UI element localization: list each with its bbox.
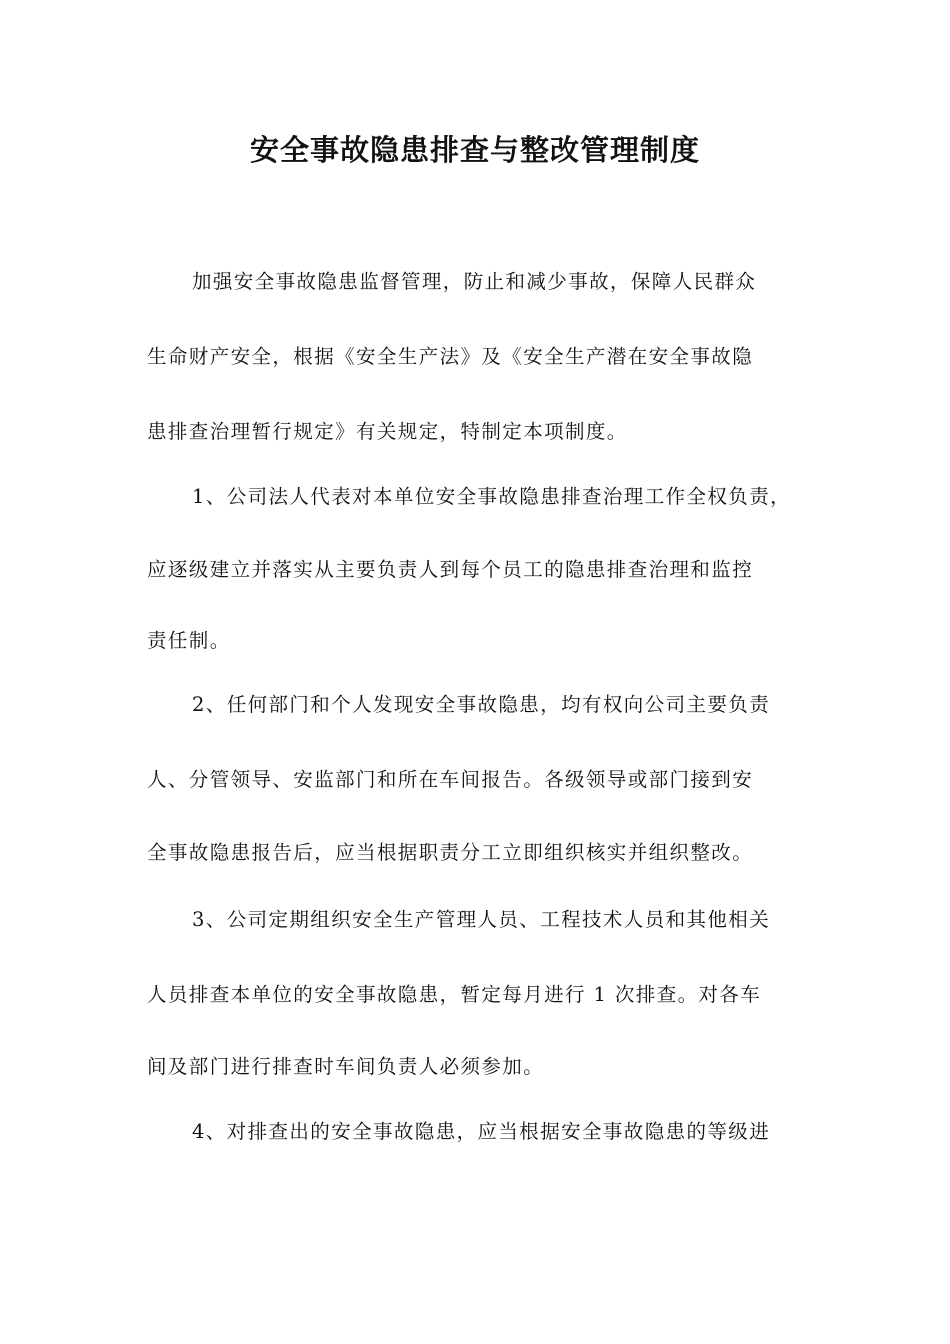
clause-4-line-1: 4、对排查出的安全事故隐患，应当根据安全事故隐患的等级进 (192, 1120, 771, 1143)
clause-1-line-3: 责任制。 (147, 629, 231, 652)
clause-2-line-2: 人、分管领导、安监部门和所在车间报告。各级领导或部门接到安 (147, 768, 754, 791)
intro-line-1: 加强安全事故隐患监督管理，防止和减少事故，保障人民群众 (192, 270, 757, 293)
clause-3-line-1: 3、公司定期组织安全生产管理人员、工程技术人员和其他相关 (192, 908, 771, 931)
clause-1-line-2: 应逐级建立并落实从主要负责人到每个员工的隐患排查治理和监控 (147, 558, 754, 581)
clause-3-line-3: 间及部门进行排查时车间负责人必须参加。 (147, 1055, 545, 1078)
intro-line-2: 生命财产安全，根据《安全生产法》及《安全生产潜在安全事故隐 (147, 345, 754, 368)
document-title: 安全事故隐患排查与整改管理制度 (249, 133, 700, 167)
clause-1-line-1: 1、公司法人代表对本单位安全事故隐患排查治理工作全权负责， (192, 485, 792, 508)
intro-line-3: 患排查治理暂行规定》有关规定，特制定本项制度。 (147, 420, 628, 443)
clause-2-line-3: 全事故隐患报告后，应当根据职责分工立即组织核实并组织整改。 (147, 841, 754, 864)
clause-3-line-2: 人员排查本单位的安全事故隐患，暂定每月进行 1 次排查。对各车 (147, 983, 762, 1006)
clause-2-line-1: 2、任何部门和个人发现安全事故隐患，均有权向公司主要负责 (192, 693, 771, 716)
